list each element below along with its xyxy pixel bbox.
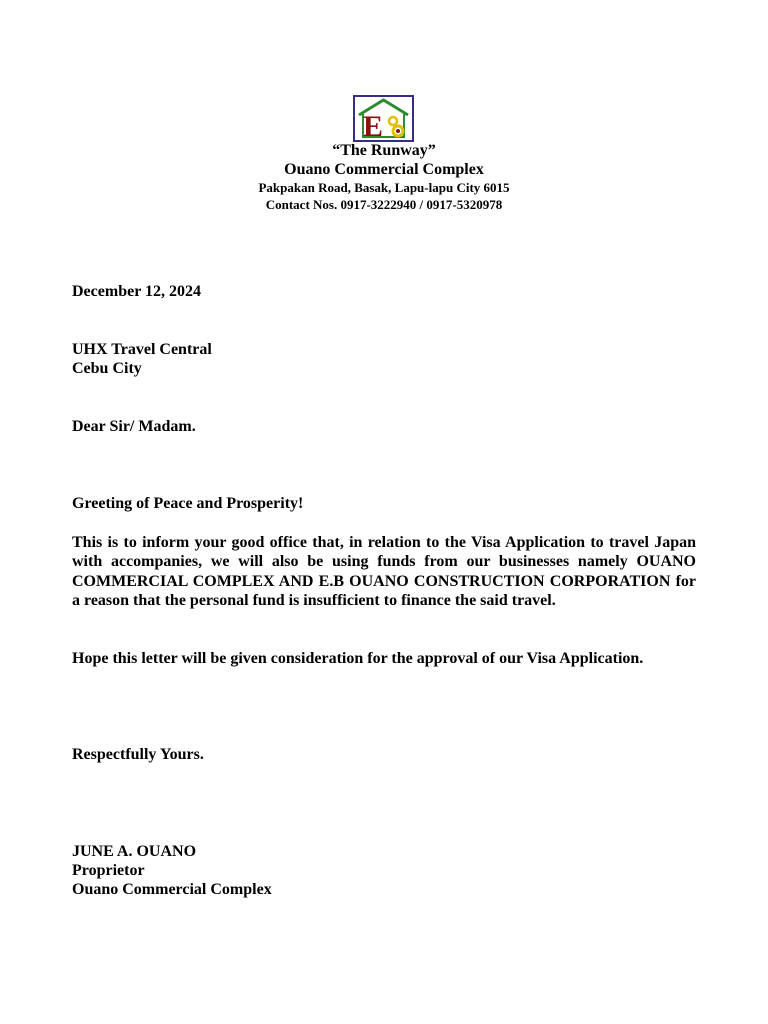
closing-paragraph: Hope this letter will be given consideration for the approval of our Visa Application. (72, 650, 644, 667)
letter-date: December 12, 2024 (72, 283, 201, 300)
letterhead-contact: Contact Nos. 0917-3222940 / 0917-5320978 (265, 197, 503, 212)
recipient-city: Cebu City (72, 360, 142, 377)
signatory-company: Ouano Commercial Complex (72, 881, 272, 898)
salutation: Dear Sir/ Madam. (72, 418, 196, 435)
greeting: Greeting of Peace and Prosperity! (72, 495, 304, 512)
recipient-name: UHX Travel Central (72, 341, 212, 358)
letterhead-company: Ouano Commercial Complex (284, 161, 484, 178)
letterhead-address: Pakpakan Road, Basak, Lapu-lapu City 6015 (258, 180, 510, 195)
svg-text:E: E (363, 110, 384, 142)
complimentary-close: Respectfully Yours. (72, 746, 204, 763)
signatory-title: Proprietor (72, 862, 145, 879)
letterhead-tagline: “The Runway” (332, 142, 436, 159)
e-o-house-logo-icon (353, 95, 414, 142)
body-paragraph: This is to inform your good office that, in relation to the Visa Application to travel Japan with accompanies, we will also be using funds from our businesses namely OUANO COMMERCIAL COMPLEX AND E.B OUANO CONSTRUCTION CORPORATION for a reason that the personal fund is insufficient to finance the said travel. (72, 534, 696, 609)
signatory-name: JUNE A. OUANO (72, 843, 197, 860)
